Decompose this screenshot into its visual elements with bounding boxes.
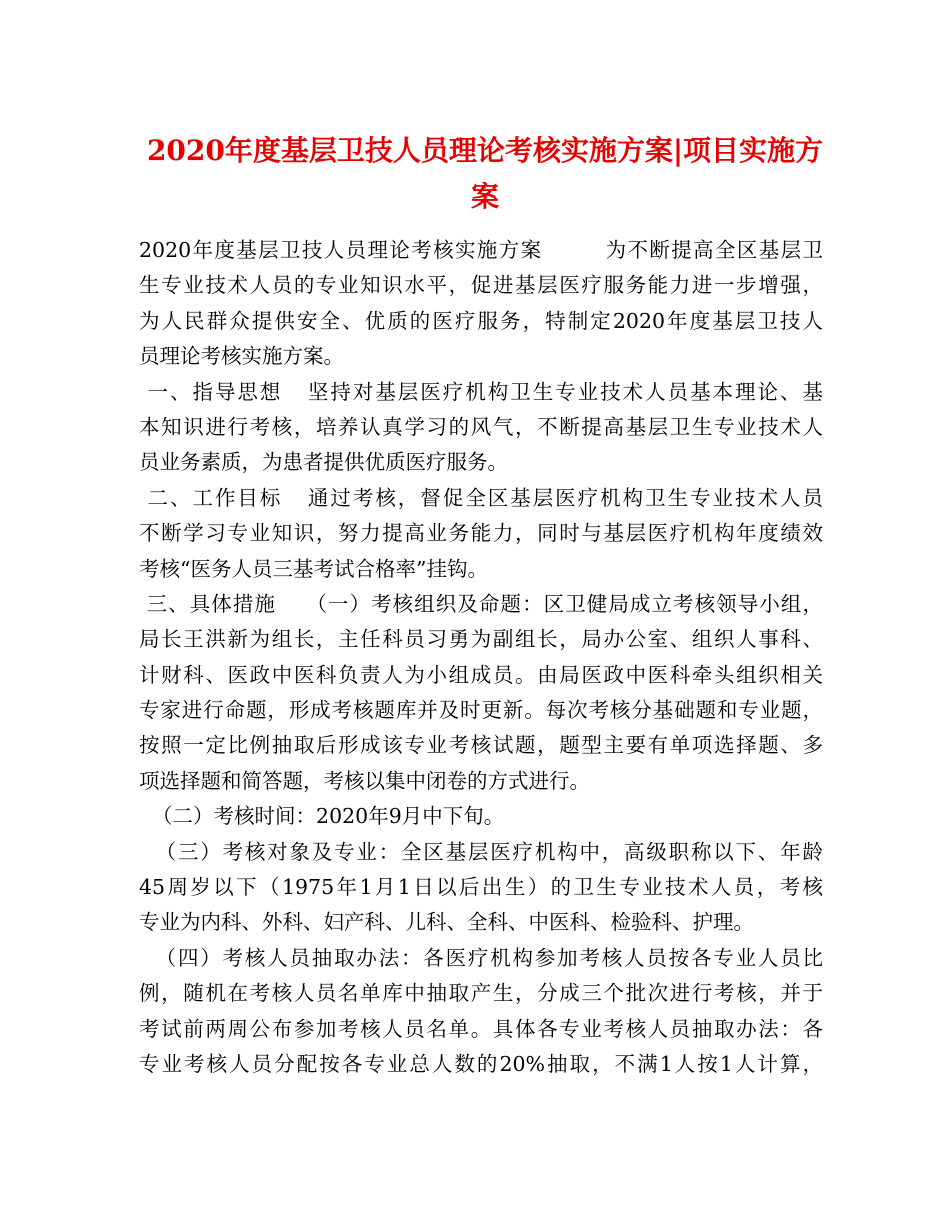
body-line: 为人民群众提供安全、优质的医疗服务，特制定2020年度基层卫技人 <box>139 308 823 333</box>
body-line: 考试前两周公布参加考核人员名单。具体各专业考核人员抽取办法：各 <box>139 1016 823 1041</box>
body-line: 二、工作目标 通过考核，督促全区基层医疗机构卫生专业技术人员 <box>139 485 823 510</box>
document-body <box>139 233 823 1082</box>
body-line: 生专业技术人员的专业知识水平，促进基层医疗服务能力进一步增强， <box>139 273 823 298</box>
body-line: 按照一定比例抽取后形成该专业考核试题，题型主要有单项选择题、多 <box>139 733 823 758</box>
body-line: 专家进行命题，形成考核题库并及时更新。每次考核分基础题和专业题， <box>139 698 823 723</box>
body-line: 员业务素质，为患者提供优质医疗服务。 <box>139 450 508 475</box>
body-line: 45周岁以下（1975年1月1日以后出生）的卫生专业技术人员，考核 <box>139 875 823 900</box>
body-line: 三、具体措施 （一）考核组织及命题：区卫健局成立考核领导小组， <box>139 591 823 616</box>
document-title <box>140 128 830 220</box>
body-line: 考核“医务人员三基考试合格率”挂钩。 <box>139 556 488 581</box>
body-line: 一、指导思想 坚持对基层医疗机构卫生专业技术人员基本理论、基 <box>139 379 823 404</box>
document-title-line-1: 2020年度基层卫技人员理论考核实施方案|项目实施方 <box>146 134 824 167</box>
body-line: 项选择题和简答题，考核以集中闭卷的方式进行。 <box>139 768 590 793</box>
body-line: 2020年度基层卫技人员理论考核实施方案 为不断提高全区基层卫 <box>139 238 823 262</box>
body-line: （三）考核对象及专业：全区基层医疗机构中，高级职称以下、年龄 <box>139 839 823 864</box>
document-title-line-2: 案 <box>470 180 499 213</box>
body-line: （四）考核人员抽取办法：各医疗机构参加考核人员按各专业人员比 <box>139 945 823 970</box>
body-line: 例，随机在考核人员名单库中抽取产生，分成三个批次进行考核，并于 <box>139 981 823 1006</box>
body-line: 局长王洪新为组长，主任科员习勇为副组长，局办公室、组织人事科、 <box>139 627 823 652</box>
body-line: 计财科、医政中医科负责人为小组成员。由局医政中医科牵头组织相关 <box>139 662 823 687</box>
body-line: （二）考核时间：2020年9月中下旬。 <box>139 804 505 829</box>
body-line: 本知识进行考核，培养认真学习的风气，不断提高基层卫生专业技术人 <box>139 414 823 439</box>
body-line: 员理论考核实施方案。 <box>139 344 344 369</box>
body-line: 专业考核人员分配按各专业总人数的20%抽取，不满1人按1人计算， <box>139 1051 823 1076</box>
body-line: 不断学习专业知识，努力提高业务能力，同时与基层医疗机构年度绩效 <box>139 521 823 546</box>
body-line: 专业为内科、外科、妇产科、儿科、全科、中医科、检验科、护理。 <box>139 910 754 935</box>
